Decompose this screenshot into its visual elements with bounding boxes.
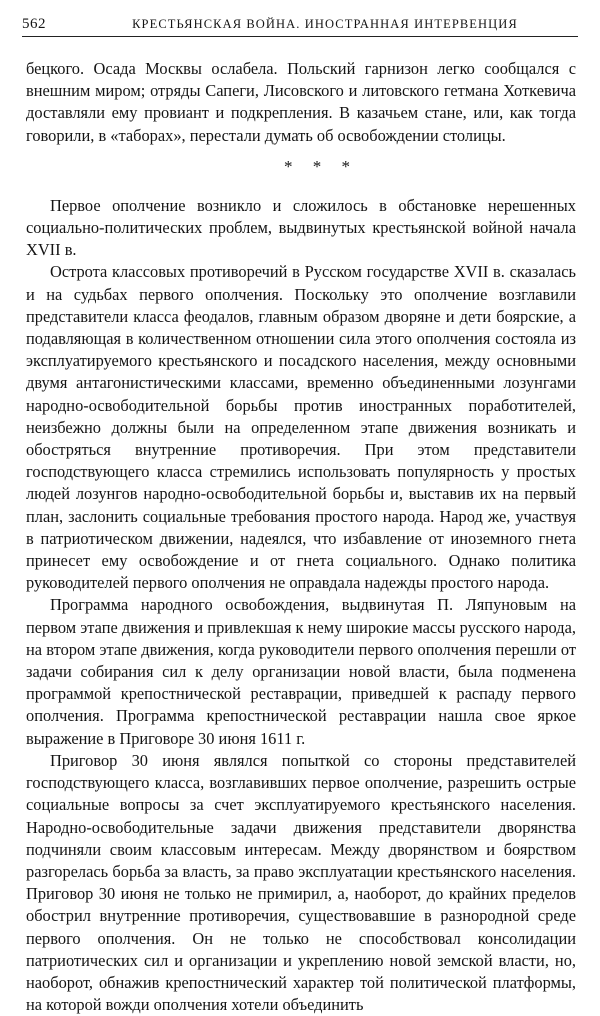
paragraph-liberation-program: Программа народного освобождения, выдвинутая П. Ляпуновым на первом этапе движения и привлекшая к нему широкие массы русского народа, на втором этапе движения, когда руководители первого ополчения перешли от задачи собирания сил к делу организации новой власти, была подменена программой крепостнической реставрации, приведшей к распаду первого ополчения. Программа крепостнической реставрации нашла свое яркое выражение в Приговоре 30 июня 1611 г.	[26, 595, 576, 748]
section-divider-asterism: * * *	[284, 156, 358, 176]
paragraph-continuation: бецкого. Осада Москвы ослабела. Польский гарнизон легко сообщался с внешним миром; отряды Сапеги, Лисовского и литовского гетмана Хоткевича доставляли ему провиант и подкрепления. В казачьем стане, или, как тогда говорили, в «таборах», перестали думать об освобождении столицы.	[26, 59, 576, 145]
paragraph-june-30-verdict: Приговор 30 июня являлся попыткой со стороны представителей господствующего класса, возглавивших первое ополчение, разрешить острые социальные вопросы за счет эксплуатируемого крестьянского населения. Народно-освободительные задачи движения представители дворянства подчиняли своим классовым интересам. Между дворянством и боярством разгорелась борьба за власть, за право эксплуатации крестьянского населения. Приговор 30 июня не только не примирил, а, наоборот, до крайних пределов обострил внутренние противоречия, существовавшие в разнородной среде первого ополчения. Он не только не способствовал консолидации патриотических сил и организации и укреплению новой земской власти, но, наоборот, обнажив крепостнический характер той политической платформы, на которой вожди ополчения хотели объединить	[26, 750, 576, 1015]
body-text	[26, 58, 576, 1016]
section-gap	[26, 187, 576, 195]
page-number: 562	[22, 16, 46, 32]
running-head-title: КРЕСТЬЯНСКАЯ ВОЙНА. ИНОСТРАННАЯ ИНТЕРВЕНЦИЯ	[132, 17, 518, 31]
paragraph-class-contradictions: Острота классовых противоречий в Русском государстве XVII в. сказалась и на судьбах первого ополчения. Поскольку это ополчение возглавили представители класса феодалов, главным образом дворяне и дети боярские, а подавляющая в количественном отношении сила этого ополчения состояла из эксплуатируемого крестьянского и посадского населения, между основными двумя антагонистическими классами, временно объединенными лозунгами народно-освободительной борьбы против иностранных поработителей, неизбежно должны были на определенном этапе движения возникать и обостряться внутренние противоречия. При этом представители господствующего класса стремились использовать популярность у простых людей лозунгов народно-освободительной борьбы и, выставив их на первый план, заслонить социальные требования простого народа. Народ же, участвуя в патриотическом движении, надеялся, что избавление от иноземного гнета принесет ему освобождение и от гнета социального. Однако политика руководителей первого ополчения не оправдала надежды простого народа.	[26, 262, 576, 593]
paragraph-first-militia: Первое ополчение возникло и сложилось в обстановке нерешенных социально-политических проблем, выдвинутых крестьянской войной начала XVII в.	[26, 195, 576, 260]
running-head	[22, 14, 578, 37]
